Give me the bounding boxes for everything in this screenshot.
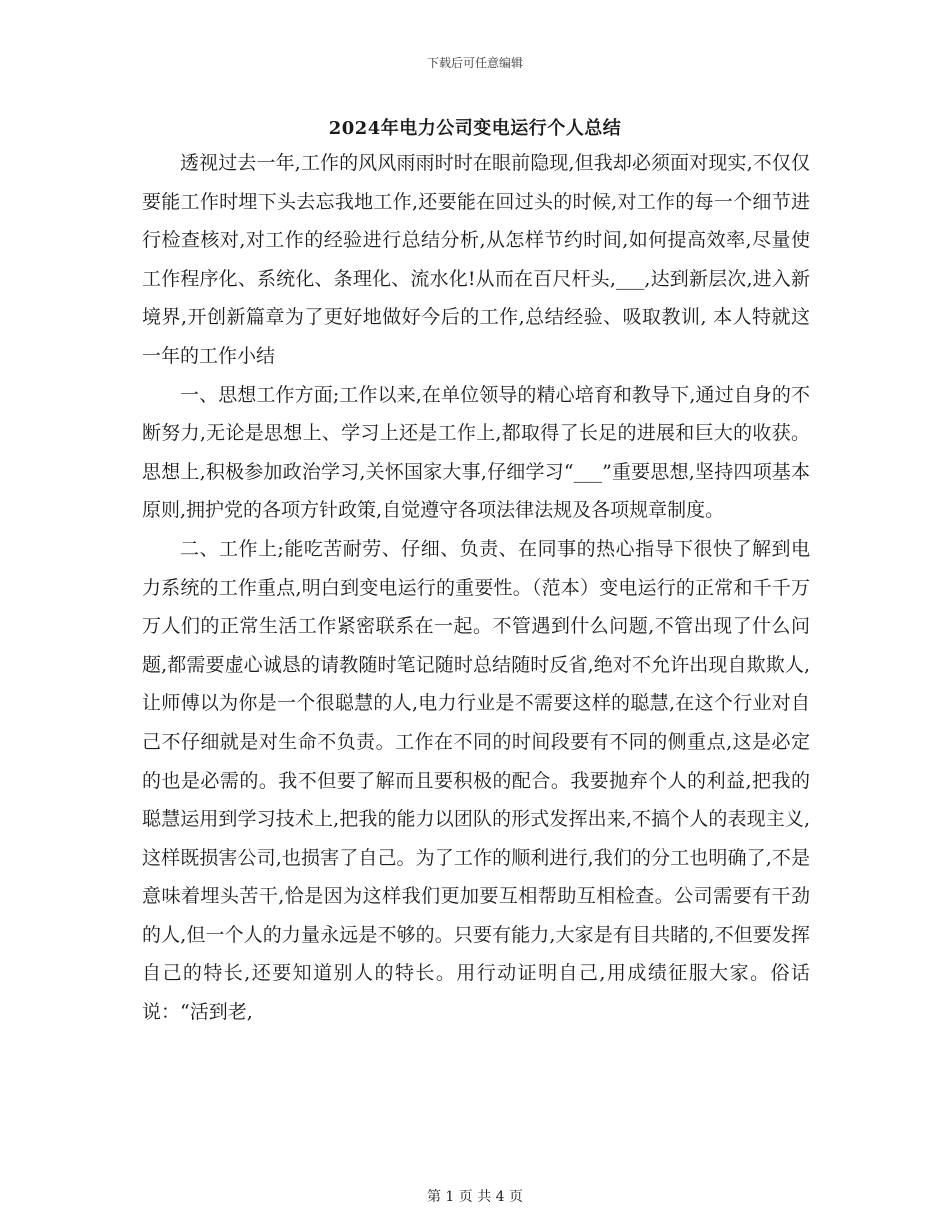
page-header-note: 下载后可任意编辑 xyxy=(426,56,523,70)
paragraph-thought-work: 一、思想工作方面;工作以来,在单位领导的精心培育和教导下,通过自身的不断努力,无论是思想上、学习上还是工作上,都取得了长足的进展和巨大的收获。思想上,积极参加政治学习,关怀国家大事,仔细学习“___”重要思想,坚持四项基本原则,拥护党的各项方针政策,自觉遵守各项法律法规及各项规章制度。 xyxy=(142,383,810,522)
document-title: 2024年电力公司变电运行个人总结 xyxy=(328,118,622,139)
page-number: 第 1 页 共 4 页 xyxy=(426,1189,524,1205)
paragraph-intro: 透视过去一年,工作的风风雨雨时时在眼前隐现,但我却必须面对现实,不仅仅要能工作时埋下头去忘我地工作,还要能在回过头的时候,对工作的每一个细节进行检查核对,对工作的经验进行总结分析,从怎样节约时间,如何提高效率,尽量使工作程序化、系统化、条理化、流水化!从而在百尺杆头,___,达到新层次,进入新境界,开创新篇章为了更好地做好今后的工作,总结经验、吸取教训, 本人特就这一年的工作小结 xyxy=(142,152,810,367)
paragraph-work: 二、工作上;能吃苦耐劳、仔细、负责、在同事的热心指导下很快了解到电力系统的工作重点,明白到变电运行的重要性。（范本）变电运行的正常和千千万万人们的正常生活工作紧密联系在一起。不管遇到什么问题,不管出现了什么问题,都需要虚心诚恳的请教随时笔记随时总结随时反省,绝对不允许出现自欺欺人,让师傅以为你是一个很聪慧的人,电力行业是不需要这样的聪慧,在这个行业对自己不仔细就是对生命不负责。工作在不同的时间段要有不同的侧重点,这是必定的也是必需的。我不但要了解而且要积极的配合。我要抛弃个人的利益,把我的聪慧运用到学习技术上,把我的能力以团队的形式发挥出来,不搞个人的表现主义,这样既损害公司,也损害了自己。为了工作的顺利进行,我们的分工也明确了,不是意味着埋头苦干,恰是因为这样我们更加要互相帮助互相检查。公司需要有干劲的人,但一个人的力量永远是不够的。只要有能力,大家是有目共睹的,不但要发挥自己的特长,还要知道别人的特长。用行动证明自己,用成绩征服大家。俗话说：“活到老, xyxy=(142,537,810,1024)
document-body xyxy=(142,144,810,1032)
